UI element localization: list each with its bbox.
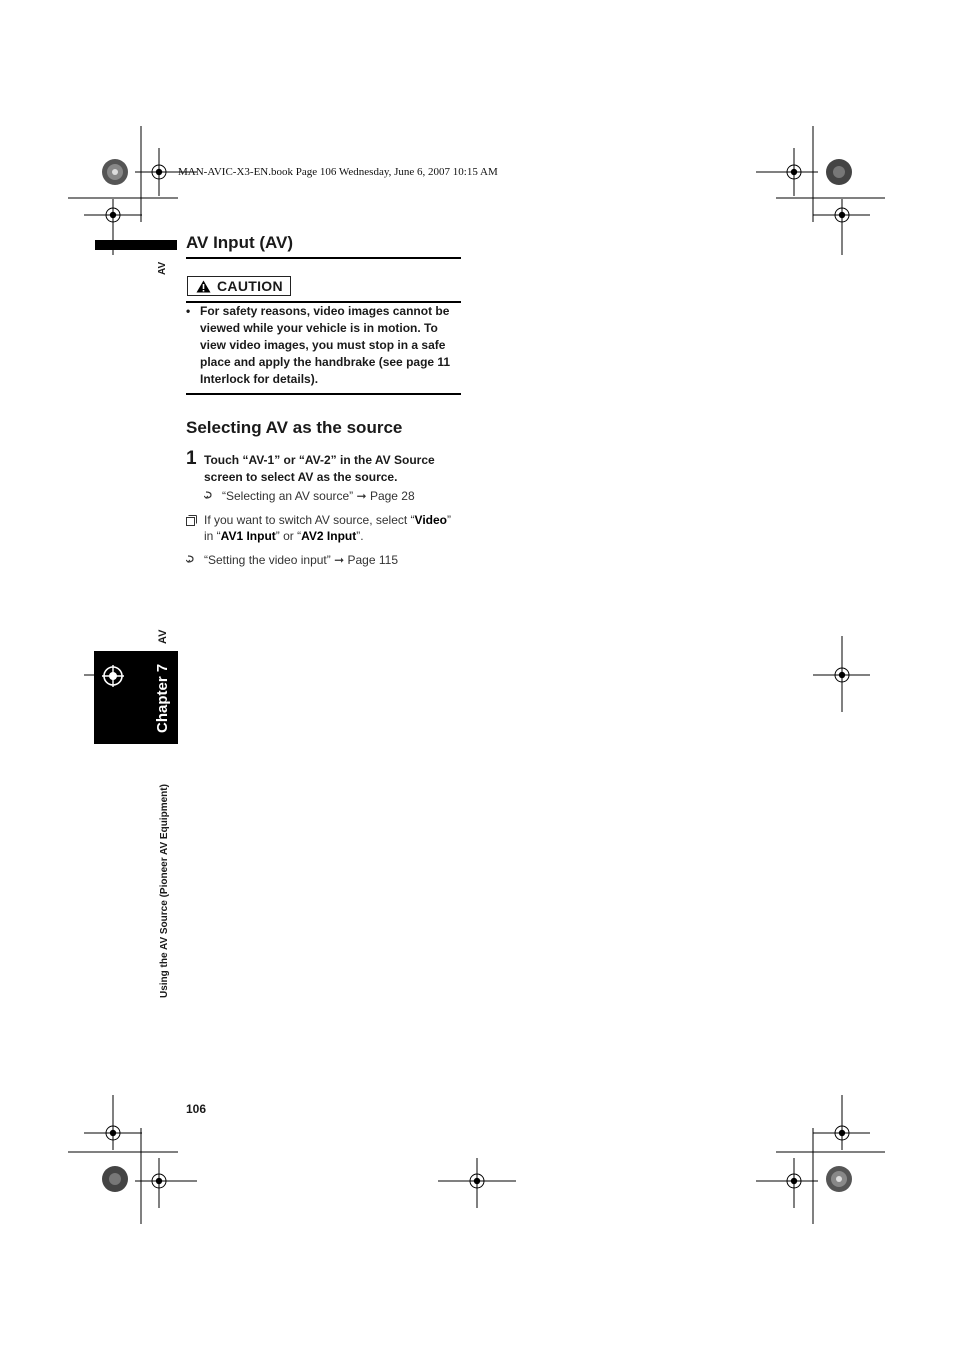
cross-reference-arrow-icon [186,552,202,568]
caution-list [186,303,462,388]
chapter-tab [94,651,178,744]
section-marker-bar [95,240,177,250]
section-rule [186,257,461,259]
side-av-label: AV [157,261,168,275]
note-item: If you want to switch AV source, select “Video” in “AV1 Input” or “AV2 Input”. [186,512,462,544]
caution-label: CAUTION [217,278,283,294]
right-arrow-icon: ➞ [356,489,367,503]
warning-triangle-icon [196,280,211,293]
caution-bottom-rule [186,393,461,395]
video-input-reference: “Setting the video input” ➞ Page 115 [186,552,398,568]
subsection-title: Selecting AV as the source [186,418,403,437]
chapter-label: Chapter 7 [154,663,171,733]
bullet: • [186,304,191,318]
caution-label-box [187,276,291,296]
step-cross-reference: “Selecting an AV source” ➞ Page 28 [204,488,415,504]
print-header: MAN-AVIC-X3-EN.book Page 106 Wednesday, June 6, 2007 10:15 AM [178,166,498,178]
caution-text: For safety reasons, video images cannot be viewed while your vehicle is in motion. To view video images, you must stop in a safe place and apply the handbrake (see page 11 Interlock for details). [200,304,451,386]
step-number: 1 [186,448,197,469]
right-arrow-icon: ➞ [334,553,345,567]
note-checkbox-icon [186,514,197,530]
chapter-compass-icon [102,665,124,687]
section-title: AV Input (AV) [186,233,294,252]
page-number: 106 [186,1102,207,1116]
sidebar-av-label: AV [157,629,169,644]
cross-reference-arrow-icon [204,488,220,504]
sidebar-section-title: Using the AV Source (Pioneer AV Equipment) [159,784,170,998]
step-text: Touch “AV-1” or “AV-2” in the AV Source screen to select AV as the source. [204,453,435,484]
